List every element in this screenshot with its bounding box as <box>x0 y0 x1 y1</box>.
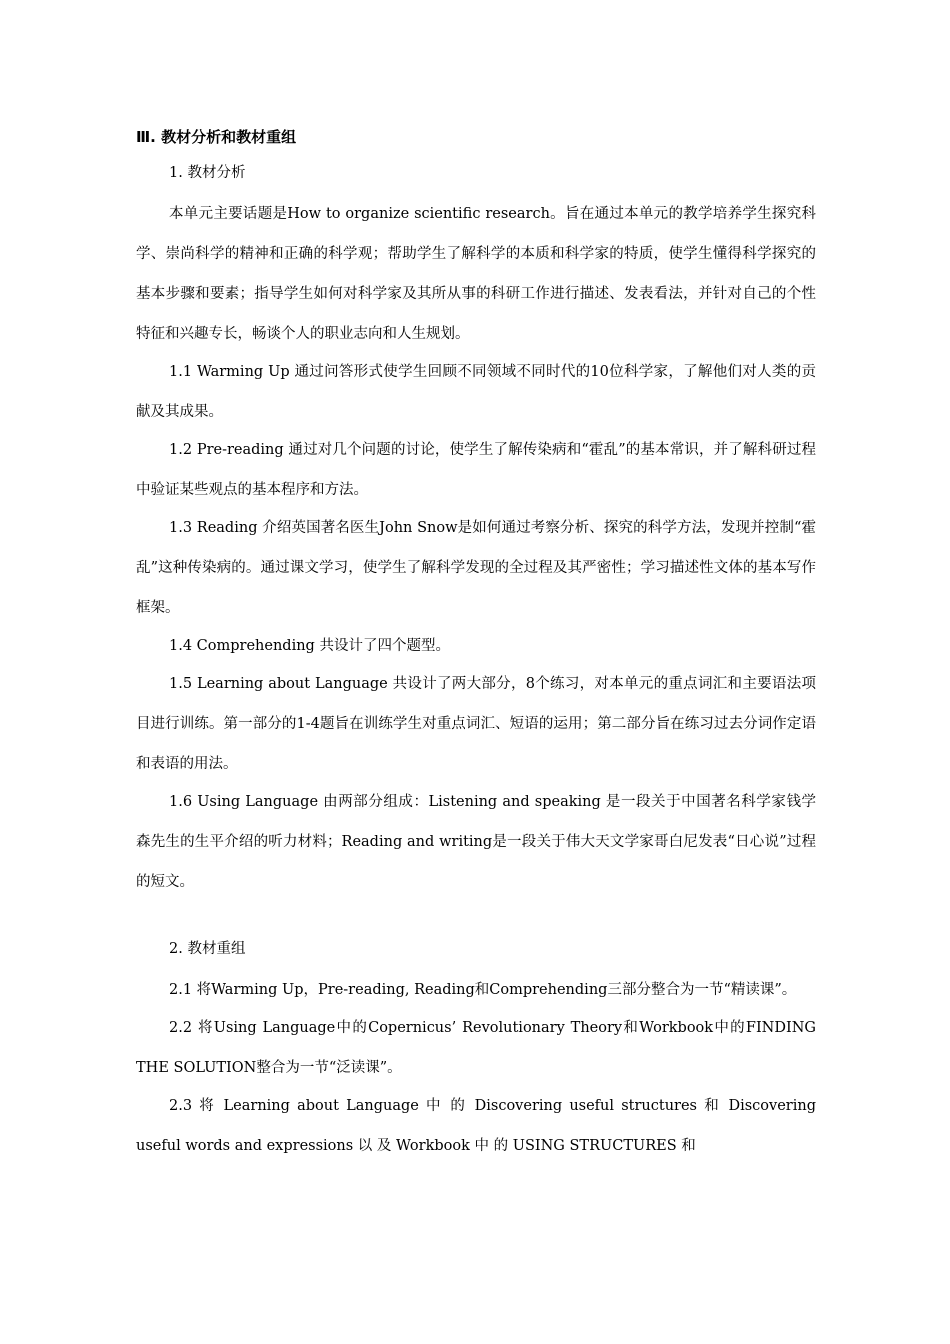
analysis-item-reading: 1.3 Reading 介绍英国著名医生John Snow是如何通过考察分析、探究的科学方法，发现并控制“霍乱”这种传染病的。通过课文学习，使学生了解科学发现的全过程及其严密性；学习描述性文体的基本写作框架。 <box>136 520 816 616</box>
analysis-item-using-language: 1.6 Using Language 由两部分组成：Listening and speaking 是一段关于中国著名科学家钱学森先生的生平介绍的听力材料；Reading and writing是一段关于伟大天文学家哥白尼发表“日心说”过程的短文。 <box>136 794 816 890</box>
reorganization-heading: 2. 教材重组 <box>169 941 246 957</box>
section-spacer <box>136 900 816 934</box>
analysis-item-comprehending: 1.4 Comprehending 共设计了四个题型。 <box>169 638 450 654</box>
section-title: Ⅲ. 教材分析和教材重组 <box>136 128 297 146</box>
analysis-heading: 1. 教材分析 <box>169 165 246 181</box>
reorg-item-intensive-reading: 2.1 将Warming Up，Pre-reading, Reading和Comprehending三部分整合为一节“精读课”。 <box>169 982 797 998</box>
analysis-item-pre-reading: 1.2 Pre-reading 通过对几个问题的讨论，使学生了解传染病和“霍乱”的基本常识，并了解科研过程中验证某些观点的基本程序和方法。 <box>136 442 816 498</box>
analysis-item-learning-about-language: 1.5 Learning about Language 共设计了两大部分，8个练习，对本单元的重点词汇和主要语法项目进行训练。第一部分的1-4题旨在训练学生对重点词汇、短语的运用；第二部分旨在练习过去分词作定语和表语的用法。 <box>136 676 816 772</box>
document-page <box>136 122 816 1164</box>
reorg-item-structures: 2.3 将 Learning about Language 中 的 Discovering useful structures 和 Discovering useful words and expressions 以 及 Workbook 中 的 USING STRUCTURES 和 <box>136 1098 816 1154</box>
analysis-intro: 本单元主要话题是How to organize scientific research。旨在通过本单元的教学培养学生探究科学、崇尚科学的精神和正确的科学观；帮助学生了解科学的本质和科学家的特质，使学生懂得科学探究的基本步骤和要素；指导学生如何对科学家及其所从事的科研工作进行描述、发表看法，并针对自己的个性特征和兴趣专长，畅谈个人的职业志向和人生规划。 <box>136 206 816 342</box>
analysis-item-warming-up: 1.1 Warming Up 通过问答形式使学生回顾不同领域不同时代的10位科学家，了解他们对人类的贡献及其成果。 <box>136 364 816 420</box>
reorg-item-extensive-reading: 2.2 将Using Language中的Copernicus’ Revolutionary Theory和Workbook中的FINDING THE SOLUTION整合为一节“泛读课”。 <box>136 1020 816 1076</box>
